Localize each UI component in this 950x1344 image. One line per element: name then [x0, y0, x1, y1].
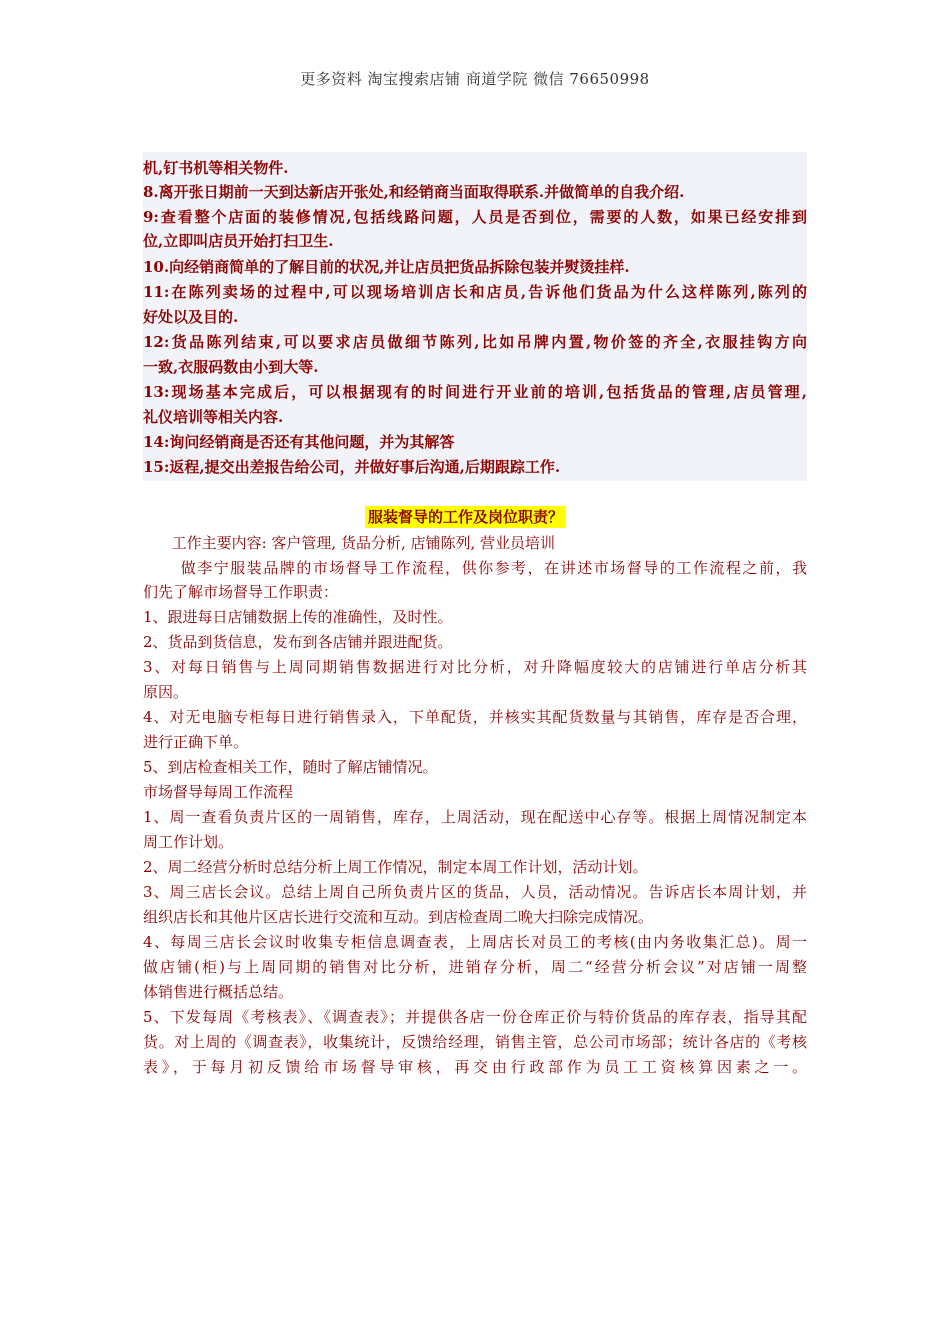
body-text-line: 原因。	[143, 683, 189, 701]
body-text-line: 3、对每日销售与上周同期销售数据进行对比分析，对升降幅度较大的店铺进行单店分析其	[143, 658, 807, 676]
shaded-text-line: 机,钉书机等相关物件.	[143, 159, 289, 177]
page-header: 更多资料 淘宝搜索店铺 商道学院 微信 76650998	[300, 70, 650, 88]
body-text-line: 3、周三店长会议。总结上周自己所负责片区的货品，人员，活动情况。告诉店长本周计划，并	[143, 883, 807, 901]
body-text-line: 2、周二经营分析时总结分析上周工作情况，制定本周工作计划，活动计划。	[143, 858, 648, 876]
shaded-text-line: 位,立即叫店员开始打扫卫生.	[143, 232, 334, 250]
body-text-line: 2、货品到货信息，发布到各店铺并跟进配货。	[143, 633, 453, 651]
body-text-line: 1、跟进每日店铺数据上传的准确性，及时性。	[143, 608, 453, 626]
shaded-text-line: 15:返程,提交出差报告给公司，并做好事后沟通,后期跟踪工作.	[143, 458, 561, 476]
section-title: 服装督导的工作及岗位职责？	[365, 506, 566, 528]
shaded-text-line: 一致,衣服码数由小到大等.	[143, 358, 319, 376]
body-text-line: 体销售进行概括总结。	[143, 983, 294, 1001]
shaded-text-line: 12:货品陈列结束,可以要求店员做细节陈列,比如吊牌内置,物价签的齐全,衣服挂钩方向	[143, 333, 807, 351]
body-text-line: 工作主要内容: 客户管理, 货品分析, 店铺陈列, 营业员培训	[143, 534, 556, 552]
body-text-line: 5、到店检查相关工作，随时了解店铺情况。	[143, 758, 438, 776]
body-text-line: 做李宁服装品牌的市场督导工作流程，供你参考，在讲述市场督导的工作流程之前，我	[143, 559, 807, 577]
shaded-text-line: 8.离开张日期前一天到达新店开张处,和经销商当面取得联系.并做简单的自我介绍.	[143, 183, 685, 201]
shaded-text-line: 13:现场基本完成后，可以根据现有的时间进行开业前的培训,包括货品的管理,店员管理,	[143, 383, 807, 401]
shaded-text-line: 9:查看整个店面的装修情况,包括线路问题，人员是否到位，需要的人数，如果已经安排到	[143, 208, 807, 226]
body-text-line: 周工作计划。	[143, 833, 234, 851]
shaded-text-line: 礼仪培训等相关内容.	[143, 408, 284, 426]
body-text-line: 市场督导每周工作流程	[143, 783, 294, 801]
body-text-line: 货。对上周的《调查表》，收集统计，反馈给经理，销售主管，总公司市场部；统计各店的《考核	[143, 1033, 807, 1051]
body-text-line: 进行正确下单。	[143, 733, 249, 751]
body-text-line: 表》，于每月初反馈给市场督导审核，再交由行政部作为员工工资核算因素之一。	[143, 1058, 807, 1076]
shaded-text-line: 14:询问经销商是否还有其他问题，并为其解答	[143, 433, 455, 451]
shaded-text-line: 11:在陈列卖场的过程中,可以现场培训店长和店员,告诉他们货品为什么这样陈列,陈列的	[143, 283, 807, 301]
body-text-line: 组织店长和其他片区店长进行交流和互动。到店检查周二晚大扫除完成情况。	[143, 908, 654, 926]
body-text-line: 4、对无电脑专柜每日进行销售录入，下单配货，并核实其配货数量与其销售，库存是否合理，	[143, 708, 807, 726]
body-text-line: 4、每周三店长会议时收集专柜信息调查表，上周店长对员工的考核(由内务收集汇总)。周一	[143, 933, 807, 951]
body-text-line: 1、周一查看负责片区的一周销售，库存，上周活动，现在配送中心存等。根据上周情况制定本	[143, 808, 807, 826]
shaded-text-line: 好处以及目的.	[143, 308, 239, 326]
shaded-text-line: 10.向经销商简单的了解目前的状况,并让店员把货品拆除包装并熨烫挂样.	[143, 258, 630, 276]
body-text-line: 5、下发每周《考核表》、《调查表》；并提供各店一份仓库正价与特价货品的库存表，指导其配	[143, 1008, 807, 1026]
body-text-line: 们先了解市场督导工作职责：	[143, 583, 339, 601]
body-text-line: 做店铺(柜)与上周同期的销售对比分析，进销存分析，周二“经营分析会议”对店铺一周整	[143, 958, 807, 976]
